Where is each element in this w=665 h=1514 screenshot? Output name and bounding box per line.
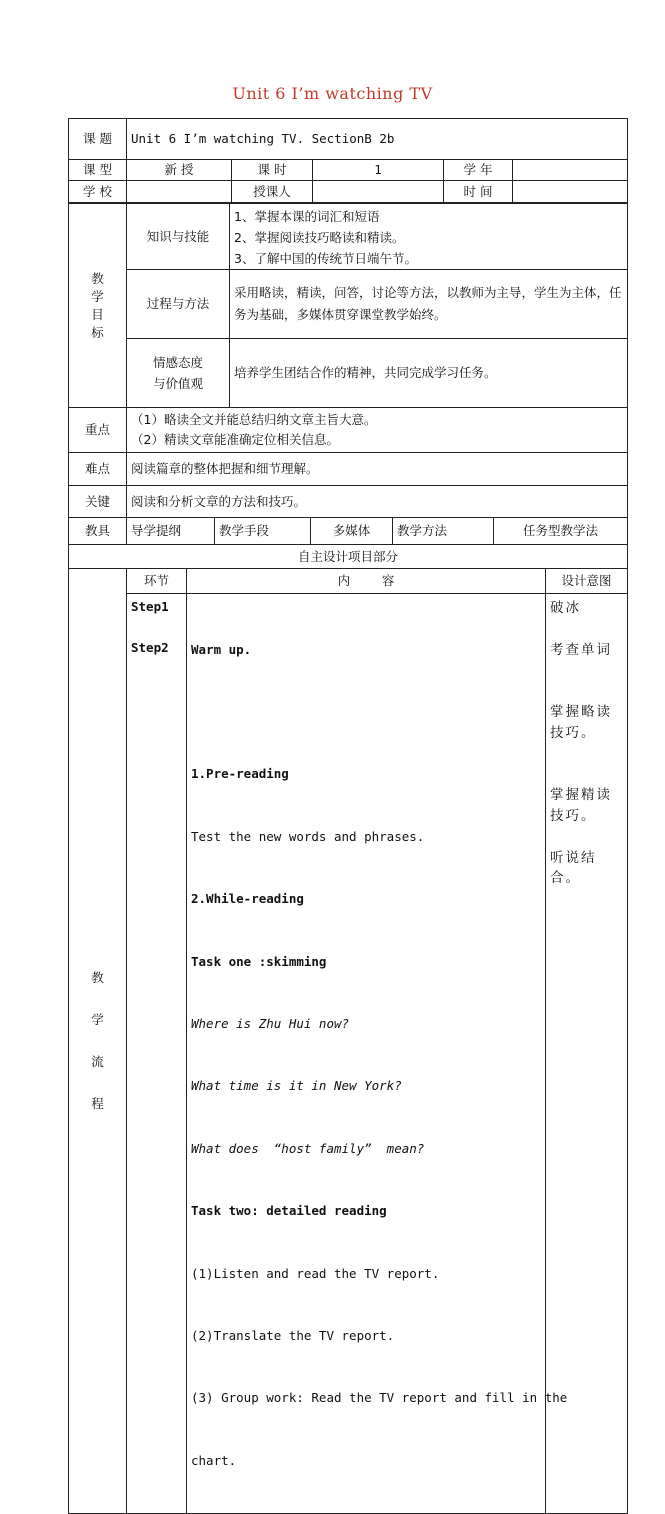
objectives-table	[68, 203, 628, 408]
knowledge-item: 3、了解中国的传统节日端午节。	[234, 251, 417, 266]
emotion-text: 培养学生团结合作的精神，共同完成学习任务。	[230, 339, 628, 408]
lesson-info-table	[68, 118, 628, 203]
intent-header: 设计意图	[546, 569, 628, 594]
focus-label: 重点	[69, 408, 127, 453]
hours-value: 1	[313, 160, 444, 181]
tools-label: 教具	[69, 518, 127, 545]
step-2: Step2	[131, 640, 169, 655]
document-title: Unit 6 I’m watching TV	[232, 84, 433, 103]
school-label: 学 校	[69, 181, 127, 203]
process-text: 采用略读，精读，问答，讨论等方法，以教师为主导，学生为主体，任务为基础，多媒体贯穿课堂教学始终。	[230, 270, 628, 339]
teacher-value	[313, 181, 444, 203]
process-label: 过程与方法	[127, 270, 230, 339]
teacher-label: 授课人	[232, 181, 313, 203]
intent-line: 技巧。	[550, 724, 597, 741]
type-label: 课 型	[69, 160, 127, 181]
content-line: Where is Zhu Hui now?	[191, 1015, 350, 1031]
content-line: What does “host family” mean?	[191, 1140, 425, 1156]
time-value	[513, 181, 628, 203]
content-line: Task one :skimming	[191, 953, 327, 969]
intent-line: 破冰	[550, 600, 581, 616]
design-section-header: 自主设计项目部分	[69, 545, 628, 569]
difficulty-label: 难点	[69, 453, 127, 486]
content-line: chart.	[191, 1452, 237, 1468]
step-column	[127, 594, 187, 1514]
content-line: Task two: detailed reading	[191, 1203, 387, 1219]
focus-item: （1）略读全文并能总结归纳文章主旨大意。	[131, 412, 377, 427]
objectives-label: 教 学 目 标	[69, 204, 127, 408]
difficulty-text: 阅读篇章的整体把握和细节理解。	[127, 453, 628, 486]
content-line: Test the new words and phrases.	[191, 828, 425, 844]
intent-line: 听说结合。	[550, 849, 597, 887]
step-header: 环节	[127, 569, 187, 594]
key-text: 阅读和分析文章的方法和技巧。	[127, 486, 628, 518]
key-label: 关键	[69, 486, 127, 518]
intent-line: 考查单词	[550, 641, 612, 658]
intent-line: 掌握精读	[550, 787, 612, 804]
topic-value: Unit 6 I’m watching TV. SectionB 2b	[127, 119, 628, 160]
step-1: Step1	[131, 599, 169, 614]
intent-line: 技巧。	[550, 807, 597, 824]
content-line: Warm up.	[191, 641, 252, 657]
key-points-table	[68, 407, 628, 569]
topic-label: 课 题	[69, 119, 127, 160]
knowledge-item: 1、掌握本课的词汇和短语	[234, 209, 380, 224]
type-value: 新 授	[127, 160, 232, 181]
content-line: (1)Listen and read the TV report.	[191, 1265, 440, 1281]
content-line: (2)Translate the TV report.	[191, 1327, 395, 1343]
intent-line: 掌握略读	[550, 703, 612, 720]
grade-value	[513, 160, 628, 181]
knowledge-item: 2、掌握阅读技巧略读和精读。	[234, 230, 405, 245]
intent-column	[546, 594, 628, 1514]
knowledge-items	[230, 204, 628, 270]
time-label: 时 间	[444, 181, 513, 203]
content-line: 2.While-reading	[191, 891, 304, 907]
emotion-label: 情感态度 与价值观	[127, 339, 230, 408]
content-line: (3) Group work: Read the TV report and fill in the	[191, 1390, 568, 1406]
teaching-flow-table	[68, 568, 628, 1514]
knowledge-label: 知识与技能	[127, 204, 230, 270]
means-value: 多媒体	[311, 518, 393, 545]
means-label: 教学手段	[215, 518, 311, 545]
content-header: 内 容	[187, 569, 546, 594]
flow-label: 教 学 流 程	[69, 569, 127, 1514]
method-value: 任务型教学法	[494, 518, 628, 545]
focus-items	[127, 408, 628, 453]
school-value	[127, 181, 232, 203]
grade-label: 学 年	[444, 160, 513, 181]
hours-label: 课 时	[232, 160, 313, 181]
method-label: 教学方法	[393, 518, 494, 545]
guide-value: 导学提纲	[127, 518, 215, 545]
focus-item: （2）精读文章能准确定位相关信息。	[131, 432, 339, 447]
content-line: 1.Pre-reading	[191, 766, 289, 782]
content-line: What time is it in New York?	[191, 1078, 402, 1094]
